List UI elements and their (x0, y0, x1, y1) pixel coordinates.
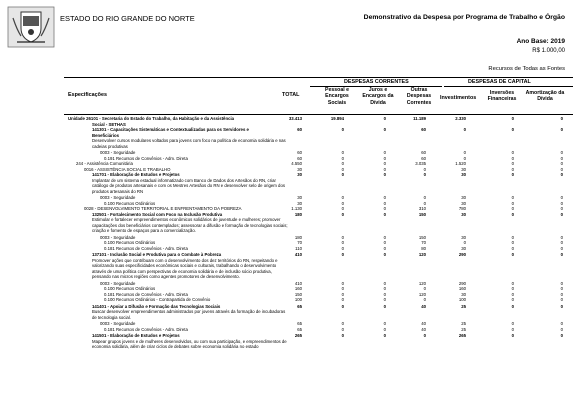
cell-outras: 40 (421, 303, 426, 309)
cell-inversoes: 0 (511, 150, 514, 155)
cell-inversoes: 0 (511, 206, 514, 211)
cell-pessoal: 0 (341, 150, 344, 155)
cell-total: 1.130 (291, 206, 302, 211)
cell-amortizacao: 0 (560, 234, 563, 240)
cell-inversoes: 0 (511, 127, 514, 132)
cell-investimentos: 30 (461, 245, 466, 251)
cell-amortizacao: 0 (560, 116, 563, 121)
cell-total: 60 (297, 155, 302, 161)
cell-inversoes: 0 (511, 195, 514, 200)
row-label: 0003 - Seguridade (100, 280, 136, 286)
cell-investimentos: 30 (461, 234, 466, 240)
cell-total: 4.550 (291, 161, 302, 166)
cell-pessoal: 0 (341, 166, 344, 172)
cell-inversoes: 0 (511, 116, 514, 121)
cell-investimentos: 25 (461, 321, 466, 326)
cell-inversoes: 0 (511, 303, 514, 309)
row-label: catálogo de produtos artesanais e com os Mestres Artesãos do RN e desenvolver selo de origem dos (92, 183, 285, 188)
row-label: Mapear grupos jovens e de mulheres desenvolvidos, ou com sua participação, e empreendimentos de (92, 338, 287, 344)
cell-investimentos: 265 (458, 333, 466, 338)
row-label: 141701 - Elaboração de Estudos e Projetos (92, 172, 180, 177)
cell-pessoal: 0 (341, 321, 344, 326)
cell-juros: 0 (383, 291, 386, 297)
cell-total: 60 (297, 127, 302, 132)
cell-juros: 0 (383, 195, 386, 200)
row-label: Social - SETHAS (92, 121, 126, 127)
cell-investimentos: 30 (461, 172, 466, 177)
col-amortizacao: Amortização da Dívida (525, 90, 565, 103)
currency-unit-label: R$ 1.000,00 (532, 48, 565, 54)
cell-amortizacao: 0 (560, 333, 563, 338)
col-juros: Juros e Encargos da Dívida (362, 87, 394, 106)
cell-investimentos: 290 (458, 252, 466, 257)
cell-amortizacao: 0 (560, 286, 563, 291)
col-total: TOTAL (282, 92, 300, 98)
row-label: 0.191 Recursos de Convênios - Adm. Direta (104, 155, 188, 161)
cell-juros: 0 (383, 206, 386, 211)
row-label: 0028 - DESENVOLVIMENTO TERRITORIAL E ENFRENTAMENTO DA POBREZA (84, 206, 242, 211)
row-label: Desenvolver cursos modulares voltados para jovens com foco na política de economia solidária e nas (92, 138, 286, 143)
row-label: economia solidária, além de criar ciclos de debates sobre economia solidária no estado (92, 344, 259, 349)
cell-investimentos: 25 (461, 303, 466, 309)
cell-outras: 60 (421, 155, 426, 161)
cell-outras: 120 (418, 280, 426, 286)
cell-investimentos: 25 (461, 326, 466, 332)
row-label: produtos artesanais do RN (92, 188, 144, 194)
row-label: Promover ações que contribuam com o desenvolvimento dos dez territórios do RN, respeitando e (92, 257, 278, 263)
row-label: 0.100 Recursos Ordinários (104, 240, 156, 245)
cell-amortizacao: 0 (560, 155, 563, 161)
cell-outras: 120 (418, 252, 426, 257)
group-despesas-capital: DESPESAS DE CAPITAL (468, 79, 531, 85)
cell-inversoes: 0 (511, 172, 514, 177)
cell-total: 110 (295, 245, 302, 251)
cell-pessoal: 0 (341, 240, 344, 245)
cell-pessoal: 0 (341, 127, 344, 132)
row-label: 0.100 Recursos Ordinários - Contrapartida de Convênio (104, 297, 211, 302)
cell-outras: 0 (423, 195, 426, 200)
row-label: 0.181 Recursos de Convênios - Adm. Direta (104, 245, 188, 251)
cell-pessoal: 0 (341, 333, 344, 338)
row-label: 0003 - Seguridade (100, 195, 136, 200)
cell-outras: 0 (423, 172, 426, 177)
cell-pessoal: 0 (341, 280, 344, 286)
cell-outras: 80 (421, 245, 426, 251)
row-label: 244 - Assistência Comunitária (76, 161, 133, 166)
cell-pessoal: 19.894 (330, 116, 344, 121)
cell-investimentos: 30 (461, 166, 466, 172)
cell-total: 180 (294, 211, 302, 217)
group-despesas-correntes: DESPESAS CORRENTES (344, 79, 409, 85)
cell-outras: 70 (421, 240, 426, 245)
cell-outras: 310 (418, 206, 426, 211)
row-label: Unidade 26101 - Secretaria do Estado do Trabalho, da Habitação e da Assistência (68, 116, 235, 121)
cell-inversoes: 0 (511, 211, 514, 217)
cell-outras: 0 (423, 333, 426, 338)
cell-amortizacao: 0 (560, 291, 563, 297)
cell-outras: 0 (423, 297, 426, 302)
cell-inversoes: 0 (511, 291, 514, 297)
cell-amortizacao: 0 (560, 240, 563, 245)
cell-outras: 11.189 (413, 116, 426, 121)
cell-outras: 150 (418, 211, 426, 217)
cell-total: 150 (294, 291, 302, 297)
cell-total: 30 (297, 195, 302, 200)
cell-juros: 0 (383, 166, 386, 172)
cell-outras: 3.035 (415, 161, 426, 166)
cell-pessoal: 0 (341, 297, 344, 302)
cell-investimentos: 0 (463, 127, 466, 132)
cell-amortizacao: 0 (560, 161, 563, 166)
cell-investimentos: 1.520 (455, 161, 466, 166)
cell-pessoal: 0 (341, 291, 344, 297)
cell-inversoes: 0 (511, 321, 514, 326)
cell-amortizacao: 0 (560, 150, 563, 155)
cell-pessoal: 0 (341, 195, 344, 200)
row-label: 0003 - Seguridade (100, 234, 136, 240)
cell-juros: 0 (383, 211, 386, 217)
cell-outras: 60 (421, 127, 426, 132)
cell-investimentos: 30 (461, 211, 466, 217)
cell-pessoal: 0 (341, 211, 344, 217)
row-label: pensando nas micros regiões como agentes promotores de desenvolvimento. (92, 274, 240, 279)
col-investimentos: Investimentos (440, 95, 477, 101)
cell-inversoes: 0 (511, 155, 514, 161)
cell-investimentos: 160 (458, 286, 466, 291)
cell-amortizacao: 0 (560, 326, 563, 332)
cell-juros: 0 (383, 303, 386, 309)
cell-outras: 40 (421, 321, 426, 326)
cell-juros: 0 (383, 286, 386, 291)
col-outras: Outras Despesas Correntes (406, 87, 432, 106)
cell-investimentos: 0 (463, 155, 466, 161)
cell-juros: 0 (383, 240, 386, 245)
row-label: valorizando suas especificidades econômicas sociais e culturais, trabalhando o desenvolvimento (92, 263, 277, 268)
cell-pessoal: 0 (341, 206, 344, 211)
cell-outras: 0 (423, 200, 426, 206)
cell-investimentos: 780 (458, 206, 466, 211)
table-row (0, 344, 585, 351)
cell-total: 30 (297, 172, 302, 177)
row-label: 0016 - ASSISTÊNCIA SOCIAL E TRABALHO (84, 166, 171, 172)
cell-amortizacao: 0 (560, 211, 563, 217)
cell-inversoes: 0 (511, 245, 514, 251)
resources-label: Recursos de Todas as Fontes (488, 66, 565, 72)
cell-pessoal: 0 (341, 245, 344, 251)
cell-inversoes: 0 (511, 286, 514, 291)
row-label: Buscar desenvolver empreendimentos administrados por jovens através da formação de incubadoras (92, 309, 286, 314)
row-label: 0.181 Recursos de Convênios - Adm. Direta (104, 326, 188, 332)
cell-juros: 0 (383, 161, 386, 166)
row-label: capacitações dos beneficiários contemplados; assessorar a difusão e formação de tecnologias sociais; (92, 222, 288, 228)
cell-total: 65 (297, 326, 302, 332)
row-label: 141401 - Apoiar a Difusão e Formação das Tecnologias Sociais (92, 303, 221, 309)
cell-pessoal: 0 (341, 234, 344, 240)
cell-amortizacao: 0 (560, 303, 563, 309)
row-label: através de uma política com perspectivas de economia solidária e de inclusão sócio produtiva, (92, 268, 272, 274)
cell-total: 410 (294, 280, 302, 286)
cell-total: 70 (297, 240, 302, 245)
cell-investimentos: 0 (463, 240, 466, 245)
cell-outras: 60 (421, 150, 426, 155)
cell-amortizacao: 0 (560, 195, 563, 200)
cell-investimentos: 2.330 (455, 116, 466, 121)
cell-outras: 0 (423, 166, 426, 172)
row-label: 141501 - Elaboração de Estudos e Projetos (92, 333, 180, 338)
cell-inversoes: 0 (511, 333, 514, 338)
cell-investimentos: 100 (458, 297, 466, 302)
cell-inversoes: 0 (511, 280, 514, 286)
cell-amortizacao: 0 (560, 297, 563, 302)
cell-total: 33.413 (288, 116, 302, 121)
col-especificacoes: Especificações (68, 92, 107, 98)
cell-inversoes: 0 (511, 240, 514, 245)
cell-amortizacao: 0 (560, 245, 563, 251)
cell-amortizacao: 0 (560, 280, 563, 286)
cell-pessoal: 0 (341, 303, 344, 309)
cell-inversoes: 0 (511, 326, 514, 332)
cell-investimentos: 30 (461, 291, 466, 297)
cell-total: 100 (294, 297, 302, 302)
cell-pessoal: 0 (341, 326, 344, 332)
row-label: Beneficiários (92, 132, 119, 138)
row-label: 0.100 Recursos Ordinários (104, 286, 156, 291)
cell-juros: 0 (383, 321, 386, 326)
cell-pessoal: 0 (341, 155, 344, 161)
cell-outras: 0 (423, 286, 426, 291)
cell-investimentos: 0 (463, 150, 466, 155)
col-pessoal: Pessoal e Encargos Sociais (325, 87, 349, 106)
cell-amortizacao: 0 (560, 172, 563, 177)
cell-inversoes: 0 (511, 161, 514, 166)
cell-juros: 0 (383, 280, 386, 286)
row-label: cadeias produtivas (92, 143, 128, 149)
cell-juros: 0 (383, 116, 386, 121)
cell-total: 180 (294, 234, 302, 240)
cell-total: 65 (297, 321, 302, 326)
ano-base-label: Ano Base: 2019 (516, 38, 565, 45)
cell-pessoal: 0 (341, 252, 344, 257)
cell-outras: 120 (418, 291, 426, 297)
cell-juros: 0 (383, 200, 386, 206)
row-label: 0003 - Seguridade (100, 321, 136, 326)
col-inversoes: Inversões Financeiras (487, 90, 517, 103)
cell-inversoes: 0 (511, 200, 514, 206)
cell-total: 410 (294, 252, 302, 257)
cell-amortizacao: 0 (560, 206, 563, 211)
cell-juros: 0 (383, 155, 386, 161)
cell-total: 60 (297, 150, 302, 155)
cell-juros: 0 (383, 150, 386, 155)
cell-juros: 0 (383, 234, 386, 240)
cell-total: 30 (297, 200, 302, 206)
cell-investimentos: 30 (461, 200, 466, 206)
state-name: ESTADO DO RIO GRANDE DO NORTE (60, 14, 195, 23)
row-label: 141301 - Capacitações Sistemáticas e Contextualizadas para os Servidores e (92, 127, 249, 132)
row-label: 0.100 Recursos Ordinários (104, 200, 156, 206)
row-label: 132501 - Fortalecimento Social com Foco na Inclusão Produtiva (92, 211, 223, 217)
cell-total: 65 (297, 303, 302, 309)
row-label: Estimular e fortalecer empreendimentos econômicos solidários de juventude e mulheres; promover (92, 217, 281, 222)
cell-inversoes: 0 (511, 297, 514, 302)
cell-total: 160 (294, 286, 302, 291)
cell-inversoes: 0 (511, 166, 514, 172)
cell-outras: 40 (421, 326, 426, 332)
cell-juros: 0 (383, 127, 386, 132)
cell-pessoal: 0 (341, 161, 344, 166)
cell-inversoes: 0 (511, 234, 514, 240)
cell-juros: 0 (383, 245, 386, 251)
cell-outras: 150 (418, 234, 426, 240)
cell-amortizacao: 0 (560, 166, 563, 172)
row-label: criação e fomento de espaços para a comercialização. (92, 228, 196, 233)
cell-juros: 0 (383, 297, 386, 302)
cell-juros: 0 (383, 252, 386, 257)
cell-amortizacao: 0 (560, 252, 563, 257)
cell-investimentos: 290 (458, 280, 466, 286)
row-label: 0.181 Recursos de Convênios - Adm. Direta (104, 291, 188, 297)
cell-amortizacao: 0 (560, 127, 563, 132)
cell-amortizacao: 0 (560, 321, 563, 326)
cell-juros: 0 (383, 326, 386, 332)
cell-total: 30 (297, 166, 302, 172)
cell-juros: 0 (383, 172, 386, 177)
cell-juros: 0 (383, 333, 386, 338)
row-label: 137101 - Inclusão Social e Produtiva para o Combate à Pobreza (92, 252, 222, 257)
row-label: 0003 - Seguridade (100, 150, 136, 155)
cell-pessoal: 0 (341, 286, 344, 291)
cell-inversoes: 0 (511, 252, 514, 257)
row-label: de tecnologia social. (92, 314, 131, 320)
row-label: Implantar de um sistema estadual informatizado com Banco de Dados dos Artesãos do RN, criar (92, 177, 276, 183)
cell-investimentos: 30 (461, 195, 466, 200)
cell-pessoal: 0 (341, 172, 344, 177)
cell-total: 265 (294, 333, 302, 338)
cell-pessoal: 0 (341, 200, 344, 206)
document-title: Demonstrativo da Despesa por Programa de Trabalho e Órgão (363, 14, 565, 21)
cell-amortizacao: 0 (560, 200, 563, 206)
